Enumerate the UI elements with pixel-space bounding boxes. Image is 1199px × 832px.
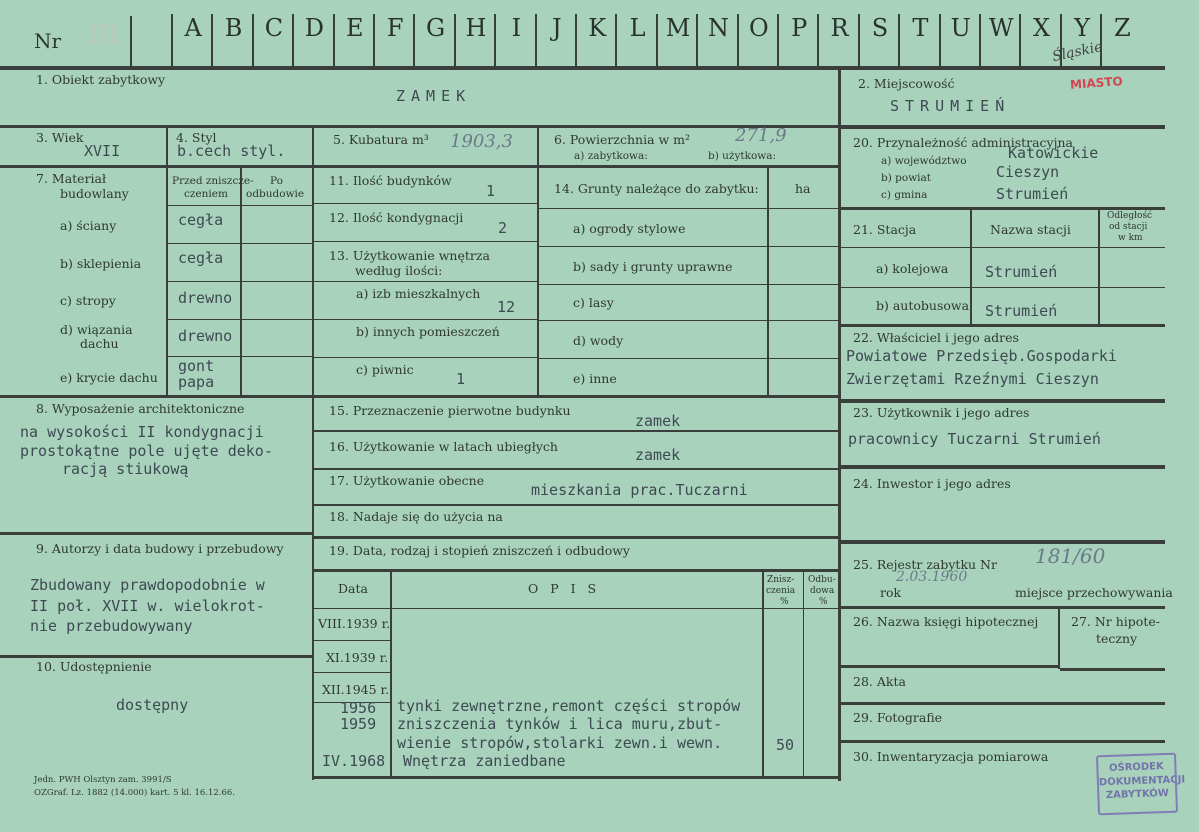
f19-entry1-year-1: 1956 xyxy=(340,699,377,717)
f19-entry2-date: IV.1968 xyxy=(322,752,386,770)
f19-col-zniszczenia-2: czenia xyxy=(766,586,796,596)
letter-separator xyxy=(858,14,860,66)
f19-entry1-line-3: wienie stropów,stolarki zewn.i wewn. xyxy=(397,734,723,752)
f25-value: 181/60 xyxy=(1035,544,1106,568)
letter-j: J xyxy=(551,14,562,42)
corner-note: Śląskie xyxy=(1050,38,1104,66)
f14-row-gardens: a) ogrody stylowe xyxy=(573,221,686,236)
letter-f: F xyxy=(386,14,404,42)
f13-label: 13. Użytkowanie wnętrza xyxy=(329,248,490,263)
f25-miejsce: miejsce przechowywania xyxy=(1015,585,1173,600)
letter-r: R xyxy=(830,14,849,42)
f19-col-odbudowa-3: % xyxy=(819,597,828,607)
f27-label-2: teczny xyxy=(1096,631,1138,646)
letter-c: C xyxy=(264,14,284,42)
f14-row-forests: c) lasy xyxy=(573,295,614,310)
f30-label: 30. Inwentaryzacja pomiarowa xyxy=(853,749,1049,764)
f25-label: 25. Rejestr zabytku Nr xyxy=(853,557,997,572)
f12-label: 12. Ilość kondygnacji xyxy=(329,210,464,225)
letter-e: E xyxy=(346,14,364,42)
letter-separator xyxy=(292,14,294,66)
letter-separator xyxy=(656,14,658,66)
f18-label: 18. Nadaje się do użycia na xyxy=(329,509,503,524)
f10-value: dostępny xyxy=(116,696,189,714)
f19-date-3: XII.1945 r. xyxy=(322,682,390,697)
f27-label: 27. Nr hipote- xyxy=(1071,614,1160,629)
letter-separator xyxy=(575,14,577,66)
f21-dist-3: w km xyxy=(1118,233,1143,243)
f7-row-ceilings-value: drewno xyxy=(178,289,233,307)
stamp-line-3: ZABYTKÓW xyxy=(1105,787,1170,802)
f21-dist: Odległość xyxy=(1107,211,1153,221)
f8-line3: racją stiukową xyxy=(62,460,189,478)
letter-separator xyxy=(615,14,617,66)
stamp-line-2: DOKUMENTACJI xyxy=(1098,773,1186,788)
f5-label: 5. Kubatura m³ xyxy=(333,132,429,147)
letter-separator xyxy=(373,14,375,66)
f20-label: 20. Przynależność administracyjna xyxy=(853,135,1073,150)
f25-rok: rok xyxy=(880,585,902,600)
letter-separator xyxy=(333,14,335,66)
f14-row-orchards: b) sady i grunty uprawne xyxy=(573,259,733,274)
letter-w: W xyxy=(988,14,1014,42)
f19-entry1-year-2: 1959 xyxy=(340,715,377,733)
f21-label: 21. Stacja xyxy=(853,222,917,237)
f20-a: a) województwo xyxy=(881,155,967,167)
letter-a: A xyxy=(184,14,202,42)
f7-col-after-2: odbudowie xyxy=(246,188,305,200)
f7-col-before-2: czeniem xyxy=(184,188,228,200)
archive-stamp xyxy=(1096,753,1186,816)
f2-label: 2. Miejscowość xyxy=(858,76,955,91)
f8-line1: na wysokości II kondygnacji xyxy=(20,423,264,441)
letter-separator xyxy=(413,14,415,66)
f25-date: 2.03.1960 xyxy=(896,569,968,585)
f19-entry2-text: Wnętrza zaniedbane xyxy=(403,752,566,770)
f3-value: XVII xyxy=(84,142,121,160)
letter-separator xyxy=(979,14,981,66)
f5-value: 1903,3 xyxy=(450,131,513,152)
f21-a: a) kolejowa xyxy=(876,261,949,276)
letter-separator xyxy=(211,14,213,66)
f19-col-zniszczenia: Znisz- xyxy=(767,575,795,585)
f7-label-2: budowlany xyxy=(60,186,129,201)
f3-label: 3. Wiek xyxy=(36,130,84,145)
f1-label: 1. Obiekt zabytkowy xyxy=(36,72,166,87)
f19-date-2: XI.1939 r. xyxy=(326,650,389,665)
f21-b-value: Strumień xyxy=(985,302,1058,320)
f21-col: Nazwa stacji xyxy=(990,222,1071,237)
letter-m: M xyxy=(665,14,691,42)
f7-row-roofing-value: gont xyxy=(178,357,215,375)
f29-label: 29. Fotografie xyxy=(853,710,943,725)
letter-x: X xyxy=(1033,14,1051,42)
f19-col-zniszczenia-3: % xyxy=(780,597,789,607)
letter-i: I xyxy=(511,14,522,42)
f17-label: 17. Użytkowanie obecne xyxy=(329,473,485,488)
letter-separator xyxy=(939,14,941,66)
f20-b: b) powiat xyxy=(881,172,932,184)
f9-line3: nie przebudowywany xyxy=(30,617,193,635)
letter-d: D xyxy=(304,14,324,42)
f17-value: mieszkania prac.Tuczarni xyxy=(531,481,748,499)
letter-separator xyxy=(898,14,900,66)
letter-separator xyxy=(696,14,698,66)
letter-n: N xyxy=(707,14,729,42)
f7-row-walls: a) ściany xyxy=(60,218,117,233)
f2-value: STRUMIEŃ xyxy=(890,97,1011,115)
f19-label: 19. Data, rodzaj i stopień zniszczeń i odbudowy xyxy=(329,543,630,558)
f13-b: b) innych pomieszczeń xyxy=(356,324,500,339)
f23-value: pracownicy Tuczarni Strumień xyxy=(848,430,1101,448)
letter-h: H xyxy=(465,14,487,42)
footer-line-2: OZGraf. Lz. 1882 (14.000) kart. 5 kl. 16.12.66. xyxy=(34,788,236,798)
f13-c-value: 1 xyxy=(456,370,466,388)
f8-line2: prostokątne pole ujęte deko- xyxy=(20,442,273,460)
f20-c-value: Strumień xyxy=(996,185,1069,203)
f19-col-data: Data xyxy=(338,581,368,596)
f7-row-vaults: b) sklepienia xyxy=(60,256,142,271)
letter-separator xyxy=(535,14,537,66)
f23-label: 23. Użytkownik i jego adres xyxy=(853,405,1030,420)
f7-row-trusses-value: drewno xyxy=(178,327,233,345)
f24-label: 24. Inwestor i jego adres xyxy=(853,476,1011,491)
letter-y: Y xyxy=(1074,14,1090,42)
f21-a-value: Strumień xyxy=(985,263,1058,281)
f15-label: 15. Przeznaczenie pierwotne budynku xyxy=(329,403,571,418)
f8-label: 8. Wyposażenie architektoniczne xyxy=(36,401,245,416)
letter-z: Z xyxy=(1114,14,1131,42)
letter-separator xyxy=(494,14,496,66)
f20-b-value: Cieszyn xyxy=(996,163,1060,181)
f22-line1: Powiatowe Przedsięb.Gospodarki xyxy=(846,347,1117,365)
f6-label: 6. Powierzchnia w m² xyxy=(554,132,691,147)
f7-label: 7. Materiał xyxy=(36,171,107,186)
f7-col-after: Po xyxy=(270,175,283,187)
f13-label-2: według ilości: xyxy=(355,263,443,278)
f19-entry1-line-1: tynki zewnętrzne,remont części stropów xyxy=(397,697,741,715)
letter-separator xyxy=(817,14,819,66)
letter-t: T xyxy=(912,14,929,42)
letter-l: L xyxy=(629,14,646,42)
f4-label: 4. Styl xyxy=(176,130,217,145)
f15-value: zamek xyxy=(635,412,681,430)
nr-value: III xyxy=(88,20,119,50)
f21-b: b) autobusowa xyxy=(876,298,970,313)
letter-k: K xyxy=(588,14,607,42)
stamp-line-1: OŚRODEK xyxy=(1108,761,1164,774)
f6-value: 271,9 xyxy=(735,125,787,146)
f10-label: 10. Udostępnienie xyxy=(36,659,152,674)
f1-value: ZAMEK xyxy=(396,87,472,105)
f7-row-trusses: d) wiązania xyxy=(60,322,133,337)
f14-unit: ha xyxy=(795,181,811,196)
f7-row-walls-value: cegła xyxy=(178,211,224,229)
f13-a: a) izb mieszkalnych xyxy=(356,286,481,301)
f21-dist-2: od stacji xyxy=(1109,222,1148,232)
f12-value: 2 xyxy=(498,219,508,237)
letter-separator xyxy=(454,14,456,66)
f6-sub-b: b) użytkowa: xyxy=(708,150,777,162)
f14-row-other: e) inne xyxy=(573,371,617,386)
letter-b: B xyxy=(224,14,243,42)
f19-entry1-line-2: zniszczenia tynków i lica muru,zbut- xyxy=(397,715,723,733)
f13-c: c) piwnic xyxy=(356,362,414,377)
f9-line2: II poł. XVII w. wielokrot- xyxy=(30,597,265,615)
f7-row-vaults-value: cegła xyxy=(178,249,224,267)
f7-row-roofing-value-2: papa xyxy=(178,373,215,391)
f16-value: zamek xyxy=(635,446,681,464)
letter-u: U xyxy=(950,14,971,42)
f19-entry1-pct: 50 xyxy=(776,736,795,754)
f22-line2: Zwierzętami Rzeźnymi Cieszyn xyxy=(846,370,1099,388)
letter-separator xyxy=(252,14,254,66)
f16-label: 16. Użytkowanie w latach ubiegłych xyxy=(329,439,558,454)
letter-separator xyxy=(777,14,779,66)
letter-s: S xyxy=(871,14,889,42)
miasto-note: MIASTO xyxy=(1069,74,1124,92)
f19-col-odbudowa: Odbu- xyxy=(808,575,836,585)
f7-row-trusses-2: dachu xyxy=(80,336,119,351)
f11-value: 1 xyxy=(486,182,496,200)
footer-line-1: Jedn. PWH Olsztyn zam. 3991/S xyxy=(34,775,172,785)
f7-col-before: Przed zniszcze- xyxy=(172,175,254,187)
letter-separator xyxy=(1019,14,1021,66)
f7-row-roofing: e) krycie dachu xyxy=(60,370,158,385)
f7-row-ceilings: c) stropy xyxy=(60,293,116,308)
f19-col-opis: O P I S xyxy=(528,581,601,596)
f28-label: 28. Akta xyxy=(853,674,906,689)
nr-label: Nr xyxy=(34,29,62,53)
f20-a-value: Katowickie xyxy=(1008,144,1099,162)
f26-label: 26. Nazwa księgi hipotecznej xyxy=(853,614,1039,629)
letter-separator xyxy=(737,14,739,66)
f4-value: b.cech styl. xyxy=(177,142,286,160)
f6-sub-a: a) zabytkowa: xyxy=(574,150,648,162)
f13-a-value: 12 xyxy=(497,298,516,316)
f14-label: 14. Grunty należące do zabytku: xyxy=(554,181,759,196)
f14-row-water: d) wody xyxy=(573,333,624,348)
f11-label: 11. Ilość budynków xyxy=(329,173,452,188)
f9-label: 9. Autorzy i data budowy i przebudowy xyxy=(36,541,284,556)
letter-separator xyxy=(171,14,173,66)
letter-o: O xyxy=(748,14,769,42)
f19-col-odbudowa-2: dowa xyxy=(810,586,835,596)
f9-line1: Zbudowany prawdopodobnie w xyxy=(30,576,265,594)
f19-date-1: VIII.1939 r. xyxy=(318,616,391,631)
letter-g: G xyxy=(426,14,446,42)
f20-c: c) gmina xyxy=(881,189,928,201)
f22-label: 22. Właściciel i jego adres xyxy=(853,330,1019,345)
letter-p: P xyxy=(791,14,808,42)
